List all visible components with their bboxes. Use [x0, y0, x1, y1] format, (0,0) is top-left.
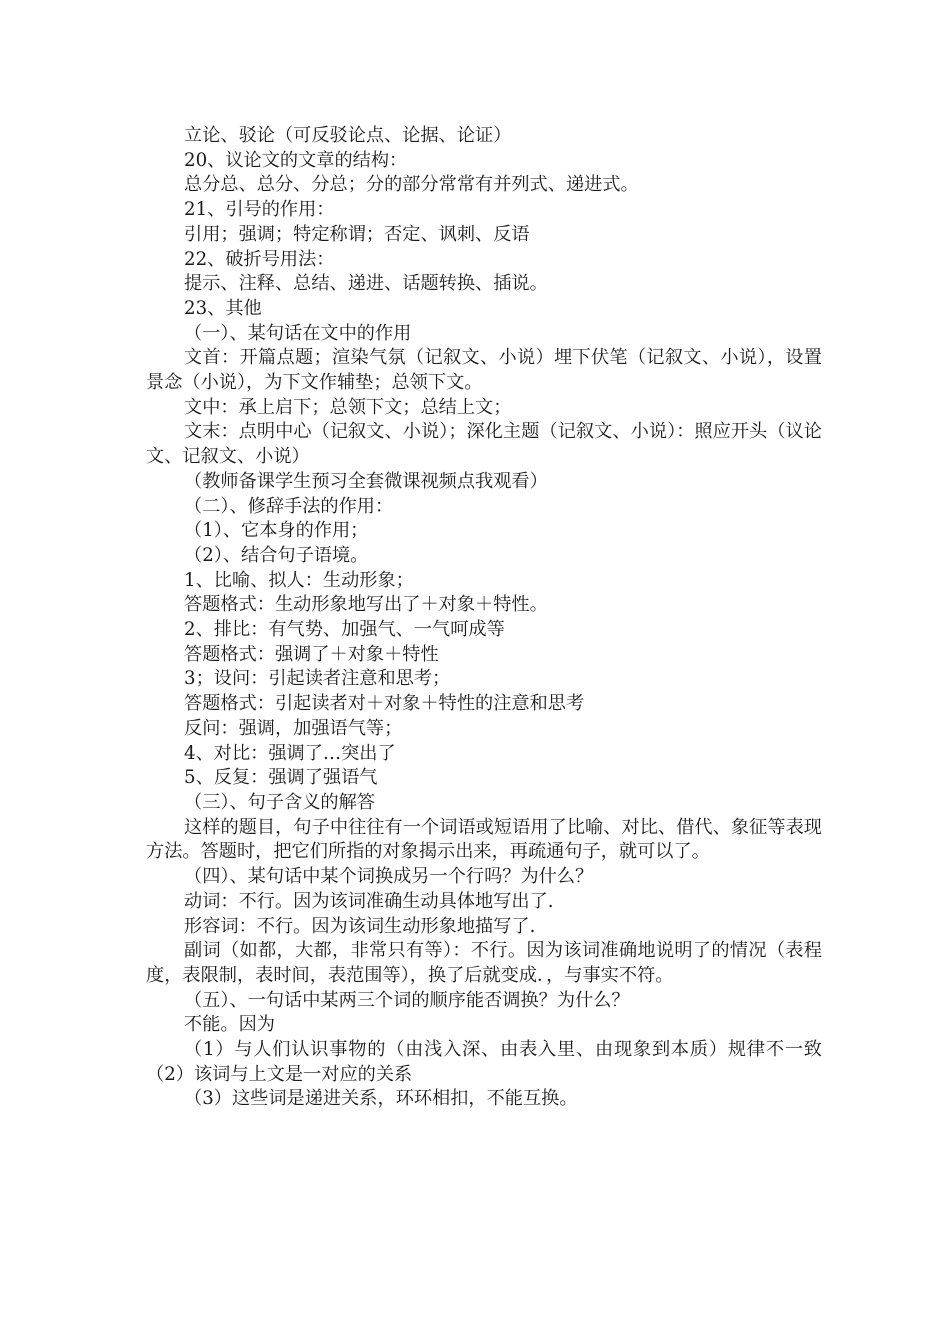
- paragraph: 23、其他: [184, 297, 262, 319]
- paragraph: 答题格式：生动形象地写出了＋对象＋特性。: [184, 594, 548, 616]
- paragraph: 立论、驳论（可反驳论点、论据、论证）: [184, 125, 512, 146]
- paragraph: 总分总、总分、分总；分的部分常常有并列式、递进式。: [184, 174, 639, 196]
- paragraph: 文首：开篇点题；渲染气氛（记叙文、小说）埋下伏笔（记叙文、小说），设置景念（小说），为下文作辅垫；总领下文。: [146, 347, 822, 394]
- paragraph: 反问：强调，加强语气等；: [184, 717, 403, 739]
- paragraph: 3；设问：引起读者注意和思考；: [184, 668, 451, 690]
- paragraph: 副词（如都，大都，非常只有等）：不行。因为该词准确地说明了的情况（表程度，表限制，表时间，表范围等），换了后就变成．，与事实不符。: [146, 940, 822, 986]
- paragraph: 答题格式：引起读者对＋对象＋特性的注意和思考: [184, 693, 585, 715]
- document-body: [146, 124, 822, 1112]
- paragraph: 动词：不行。因为该词准确生动具体地写出了.: [184, 890, 554, 912]
- paragraph: （3）这些词是递进关系，环环相扣，不能互换。: [184, 1088, 578, 1110]
- section-heading: （四）、某句话中某个词换成另一个行吗？为什么？: [184, 866, 594, 888]
- paragraph: 21、引号的作用：: [184, 199, 335, 221]
- section-heading: （一）、某句话在文中的作用: [184, 322, 412, 344]
- section-heading: （三）、句子含义的解答: [184, 791, 375, 813]
- section-heading: （五）、一句话中某两三个词的顺序能否调换？为什么？: [184, 989, 630, 1011]
- paragraph: 20、议论文的文章的结构：: [184, 149, 408, 171]
- paragraph: 2、排比：有气势、加强气、一气呵成等: [184, 619, 505, 641]
- paragraph: 提示、注释、总结、递进、话题转换、插说。: [184, 273, 548, 295]
- promo-line: （教师备课学生预习全套微课视频点我观看）: [184, 470, 548, 492]
- paragraph: 这样的题目，句子中往往有一个词语或短语用了比喻、对比、借代、象征等表现方法。答题时，把它们所指的对象揭示出来，再疏通句子，就可以了。: [146, 816, 822, 863]
- section-heading: （二）、修辞手法的作用：: [184, 495, 394, 517]
- paragraph: 1、比喻、拟人：生动形象；: [184, 569, 414, 591]
- paragraph: 答题格式：强调了＋对象＋特性: [184, 643, 439, 665]
- paragraph: 22、破折号用法：: [184, 248, 335, 270]
- paragraph: 形容词：不行。因为该词生动形象地描写了.: [184, 915, 536, 937]
- paragraph: 文中：承上启下；总领下文；总结上文；: [184, 396, 512, 418]
- paragraph: 不能。因为: [184, 1014, 275, 1036]
- paragraph: 4、对比：强调了…突出了: [184, 742, 396, 764]
- paragraph: 引用；强调；特定称谓；否定、讽刺、反语: [184, 223, 530, 245]
- paragraph: （1）、它本身的作用；: [184, 520, 369, 542]
- paragraph: 文末：点明中心（记叙文、小说）；深化主题（记叙文、小说）：照应开头（议论文、记叙文、小说）: [146, 421, 822, 468]
- paragraph: （2）、结合句子语境。: [184, 544, 369, 566]
- paragraph: 5、反复：强调了强语气: [184, 767, 378, 789]
- paragraph: （1）与人们认识事物的（由浅入深、由表入里、由现象到本质）规律不一致（2）该词与上文是一对应的关系: [146, 1039, 822, 1085]
